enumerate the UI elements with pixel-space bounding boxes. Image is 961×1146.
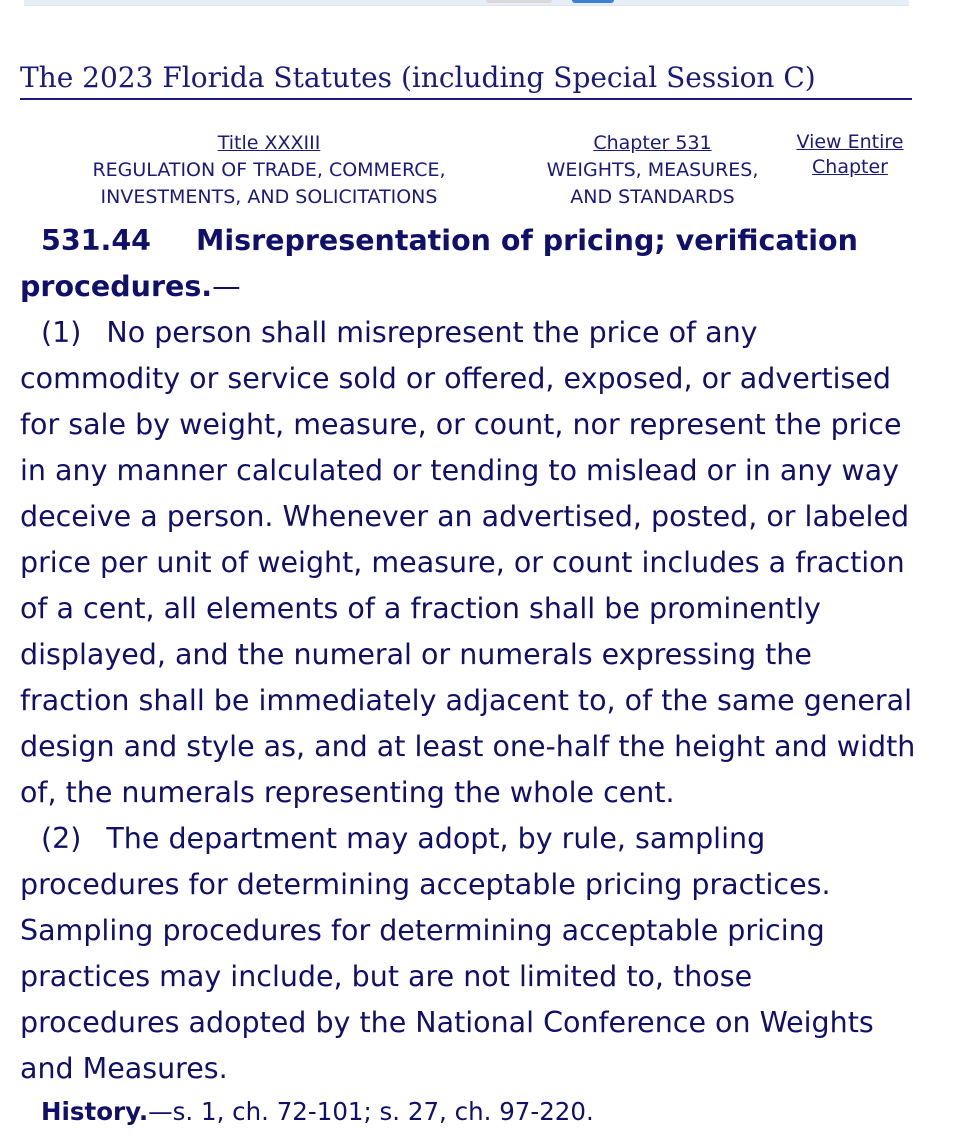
statute-section [20,218,920,1132]
chapter-description-line1: WEIGHTS, MEASURES, [546,159,759,181]
subsection-text: No person shall misrepresent the price of any commodity or service sold or offered, exposed, or advertised for sale by weight, measure, or count, nor represent the price in any manner calculated or tending to mislead or in any way deceive a person. Whenever an advertised, posted, or labeled price per unit of weight, measure, or count includes a fraction of a cent, all elements of a fraction shall be prominently displayed, and the numeral or numerals expressing the fraction shall be immediately adjacent to, of the same general design and style as, and at least one-half the height and width of, the numerals representing the whole cent. [20,316,916,809]
history-text: —s. 1, ch. 72-101; s. 27, ch. 97-220. [148,1097,594,1126]
section-number: 531.44 [41,224,151,257]
view-entire-chapter-link-line1[interactable]: View Entire [796,131,904,153]
title-description-line1: REGULATION OF TRADE, COMMERCE, [92,159,446,181]
section-caption: Misrepresentation of pricing; verification procedures. [20,224,858,303]
heading-dash: — [212,270,241,303]
subsection-number: (1) [41,316,82,349]
history-label: History. [41,1097,149,1126]
page-title: The 2023 Florida Statutes (including Special Session C) [20,58,912,100]
top-navigation-bar [24,0,909,6]
nav-control-left[interactable] [486,0,552,3]
subsection-text: The department may adopt, by rule, sampling procedures for determining acceptable pricing practices. Sampling procedures for determining acceptable pricing practices may include, but are not limited to, those procedures adopted by the National Conference on Weights and Measures. [20,822,874,1085]
view-entire-chapter-link-line2[interactable]: Chapter [812,156,888,178]
subsection-1 [20,310,920,816]
chapter-description-line2: AND STANDARDS [570,186,735,208]
nav-control-right[interactable] [572,0,614,3]
view-entire-chapter [790,130,910,180]
subsection-number: (2) [41,822,82,855]
title-link[interactable]: Title XXXIII [217,132,321,154]
chapter-link[interactable]: Chapter 531 [593,132,712,154]
subsection-2 [20,816,920,1092]
breadcrumb-chapter [520,130,785,211]
history-note [20,1092,920,1132]
title-description-line2: INVESTMENTS, AND SOLICITATIONS [100,186,438,208]
breadcrumb-title [60,130,478,211]
section-heading [20,218,920,310]
